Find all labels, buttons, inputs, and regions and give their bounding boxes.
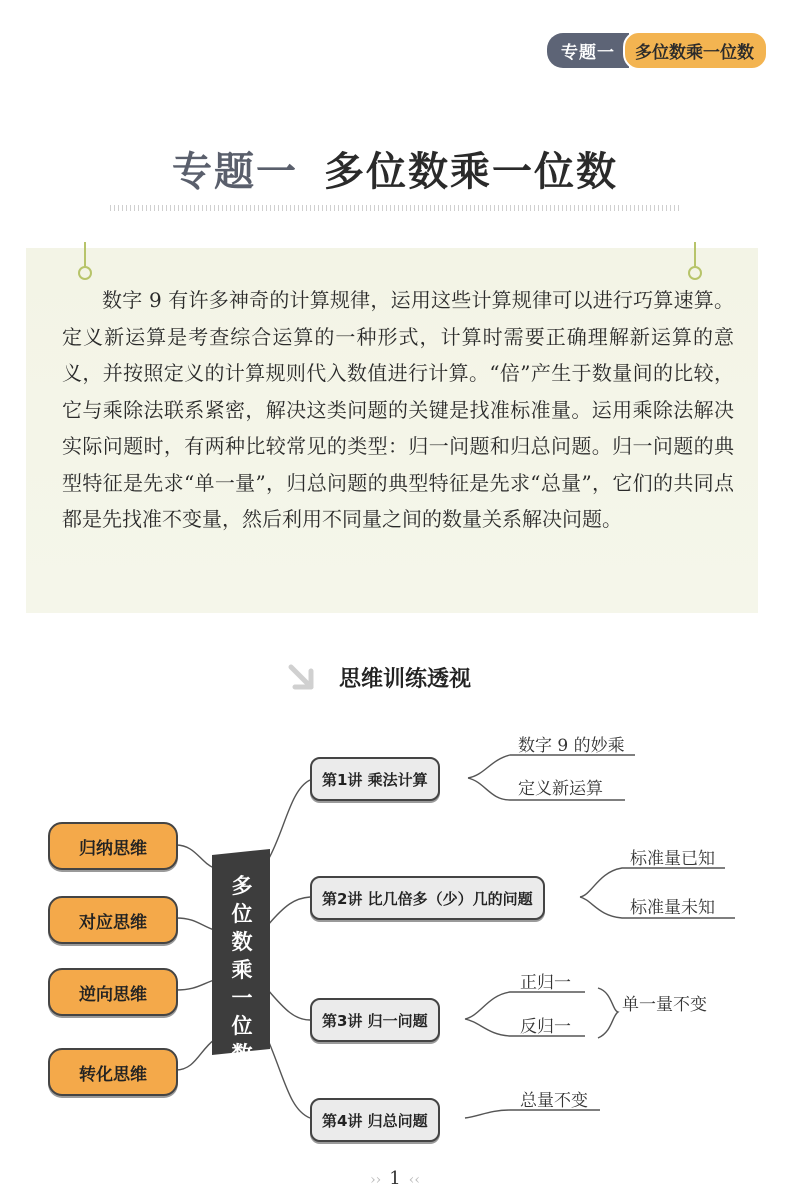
chevron-icon: ››	[370, 1172, 382, 1188]
thinking-box: 对应思维	[48, 896, 178, 944]
center-node-text: 多 位 数 乘 一 位 数	[231, 874, 253, 1066]
chevron-icon: ‹‹	[408, 1172, 420, 1188]
leaf-text: 反归一	[520, 1017, 571, 1037]
leaf-text: 标准量已知	[630, 849, 715, 869]
thinking-box: 逆向思维	[48, 968, 178, 1016]
lecture-node: 第2讲 比几倍多（少）几的问题	[310, 876, 545, 920]
section-title: 思维训练透视	[339, 666, 472, 692]
title-part1: 专题一	[172, 149, 298, 195]
leaf-text: 单一量不变	[622, 995, 707, 1015]
leaf-text: 正归一	[520, 973, 571, 993]
page-number: ›› 1 ‹‹	[370, 1168, 420, 1189]
leaf-text: 总量不变	[520, 1091, 588, 1111]
leaf-text: 数字 9 的妙乘	[518, 736, 625, 756]
lecture-node: 第1讲 乘法计算	[310, 757, 440, 801]
lecture-node: 第3讲 归一问题	[310, 998, 440, 1042]
thinking-box: 归纳思维	[48, 822, 178, 870]
title-part2: 多位数乘一位数	[324, 149, 618, 195]
section-tag: 专题一	[547, 33, 629, 68]
leaf-text: 标准量未知	[630, 898, 715, 918]
leaf-text: 定义新运算	[518, 779, 603, 799]
thinking-box: 转化思维	[48, 1048, 178, 1096]
topic-tag: 多位数乘一位数	[623, 31, 768, 70]
lecture-node: 第4讲 归总问题	[310, 1098, 440, 1142]
intro-paragraph: 数字 9 有许多神奇的计算规律，运用这些计算规律可以进行巧算速算。定义新运算是考查综合运算的一种形式，计算时需要正确理解新运算的意义，并按照定义的计算规则代入数值进行计算。“倍”产生于数量间的比较，它与乘除法联系紧密，解决这类问题的关键是找准标准量。运用乘除法解决实际问题时，有两种比较常见的类型：归一问题和归总问题。归一问题的典型特征是先求“单一量”，归总问题的典型特征是先求“总量”，它们的共同点都是先找准不变量，然后利用不同量之间的数量关系解决问题。	[62, 288, 734, 531]
